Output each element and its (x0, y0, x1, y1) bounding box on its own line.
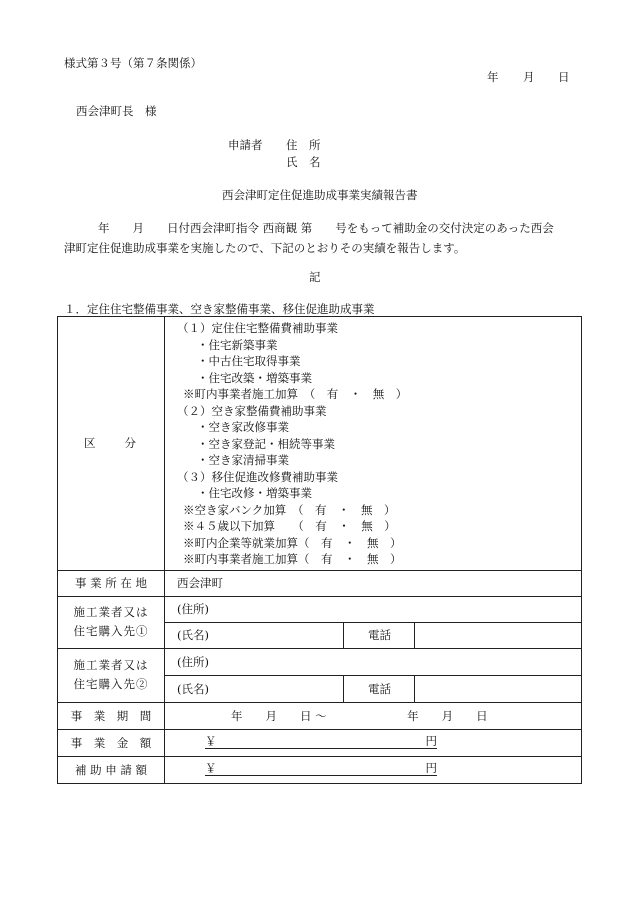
contractor1-address-row (58, 596, 582, 622)
contractor2-label-line-b: 住宅購入先② (73, 677, 149, 691)
category-row (58, 317, 582, 571)
addressee: 西会津町長 様 (76, 104, 157, 118)
subsidy-yen-unit: 円 (425, 761, 437, 775)
period-value: 年 月 日 〜 年 月 日 (165, 702, 582, 729)
amount-underline (205, 733, 437, 749)
contractor2-label (58, 648, 165, 702)
category-item: ※町内事業者施工加算 （ 有 ・ 無 ） (183, 387, 408, 401)
form-number: 様式第３号（第７条関係） (64, 56, 202, 70)
date-year: 年 (487, 70, 499, 84)
ki-marker: 記 (309, 270, 321, 284)
location-row (58, 570, 582, 596)
subsidy-value (165, 756, 582, 783)
subsidy-underline (205, 760, 437, 776)
body-line-1: 年 月 日付西会津町指令 西商観 第 号をもって補助金の交付決定のあった西会 (98, 221, 554, 235)
category-item: ※空き家バンク加算 （ 有 ・ 無 ） (183, 502, 396, 517)
body-line-2: 津町定住促進助成事業を実施したので、下記のとおりその実績を報告します。 (64, 241, 466, 255)
report-table (57, 316, 582, 784)
period-row (58, 702, 582, 729)
amount-row (58, 729, 582, 756)
contractor2-phone-value (415, 675, 582, 702)
contractor1-name-field: (氏名) (165, 622, 344, 648)
category-item: ※４５歳以下加算 （ 有 ・ 無 ） (183, 519, 396, 533)
contractor2-address-field: (住所) (165, 648, 582, 675)
document-title: 西会津町定住促進助成事業実績報告書 (222, 188, 418, 202)
category-item: ・住宅改築・増築事業 (197, 370, 312, 385)
category-label: 区 分 (58, 317, 165, 571)
contractor1-phone-label: 電話 (344, 622, 415, 648)
applicant-label: 申請者 (228, 138, 263, 152)
location-label: 事 業 所 在 地 (58, 570, 165, 596)
amount-yen-unit: 円 (425, 734, 437, 748)
contractor1-label (58, 596, 165, 648)
contractor1-label-line-a: 施工業者又は (73, 605, 149, 619)
contractor1-label-line-b: 住宅購入先① (73, 624, 149, 638)
subsidy-yen-mark: ￥ (205, 761, 217, 775)
section-heading: １．定住住宅整備事業、空き家整備事業、移住促進助成事業 (64, 302, 375, 316)
contractor2-phone-label: 電話 (344, 675, 415, 702)
amount-yen-mark: ￥ (205, 734, 217, 748)
contractor1-address-field: (住所) (165, 596, 582, 622)
category-item: （２）空き家整備費補助事業 (177, 403, 327, 418)
contractor2-name-field: (氏名) (165, 675, 344, 702)
contractor1-phone-value (415, 622, 582, 648)
category-item: （１）定住住宅整備費補助事業 (177, 321, 338, 335)
category-list (165, 317, 582, 571)
category-item: ※町内企業等就業加算（ 有 ・ 無 ） (183, 535, 402, 550)
category-item: ※町内事業者施工加算（ 有 ・ 無 ） (183, 552, 402, 566)
category-item: ・中古住宅取得事業 (197, 354, 301, 368)
category-item: ・住宅新築事業 (197, 337, 278, 352)
category-item: ・空き家登記・相続等事業 (197, 436, 335, 451)
subsidy-row (58, 756, 582, 783)
subsidy-label: 補 助 申 請 額 (58, 756, 165, 783)
category-item: （３）移住促進改修費補助事業 (177, 469, 338, 484)
contractor2-label-line-a: 施工業者又は (73, 658, 149, 672)
category-item: ・空き家改修事業 (197, 420, 289, 434)
contractor2-address-row (58, 648, 582, 675)
name-label: 氏 名 (286, 155, 321, 169)
date-day: 日 (558, 70, 570, 84)
date-month: 月 (523, 70, 535, 84)
category-item: ・住宅改修・増築事業 (197, 486, 312, 500)
category-item: ・空き家清掃事業 (197, 453, 289, 467)
address-label: 住 所 (286, 138, 321, 152)
period-label: 事 業 期 間 (58, 702, 165, 729)
location-value: 西会津町 (165, 570, 582, 596)
amount-label: 事 業 金 額 (58, 729, 165, 756)
amount-value (165, 729, 582, 756)
